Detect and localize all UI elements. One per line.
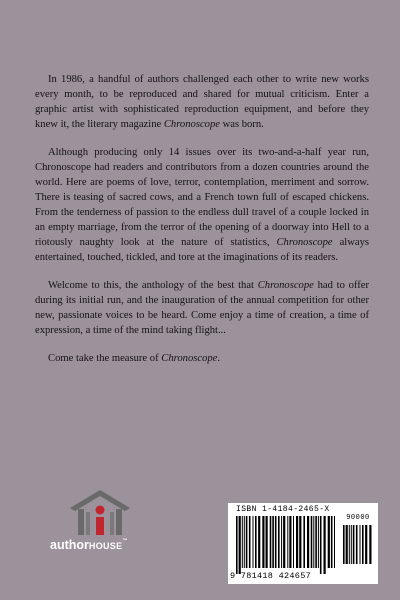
price-addon-digits: 90000	[346, 514, 370, 522]
barcode-bar	[278, 516, 280, 568]
barcode-bar	[283, 516, 285, 568]
barcode-bar	[266, 516, 268, 568]
ean-barcode-bars	[234, 516, 338, 574]
isbn-barcode	[228, 503, 378, 584]
addon-barcode-bars	[341, 525, 375, 570]
back-cover-blurb	[35, 72, 369, 379]
barcode-bar	[315, 516, 317, 568]
barcode-bar	[281, 516, 282, 568]
blurb-paragraph-4: Come take the measure of Chronoscope.	[48, 353, 221, 364]
blurb-paragraph-1: In 1986, a handful of authors challenged each other to write new works every month, to be reproduced and shared for mutual criticism. Enter a graphic artist with sophisticated reproduction equipment, and before they knew it, the literary magazine Chronoscope was born.	[35, 74, 369, 130]
publisher-wordmark: authorHOUSE™	[50, 538, 128, 552]
barcode-bar	[311, 516, 313, 568]
barcode-bar	[351, 525, 352, 564]
barcode-bar	[253, 516, 254, 568]
magazine-title: Chronoscope	[163, 119, 220, 130]
barcode-bar	[346, 525, 348, 564]
isbn-label: ISBN 1-4184-2465-X	[236, 505, 330, 514]
barcode-bar	[353, 525, 355, 564]
barcode-bar	[242, 516, 243, 568]
barcode-bar	[356, 525, 358, 564]
barcode-bar	[313, 516, 314, 568]
barcode-bar	[272, 516, 274, 568]
barcode-bar	[365, 525, 367, 564]
barcode-bar	[328, 516, 330, 568]
barcode-bar	[293, 516, 294, 568]
barcode-bar	[289, 516, 291, 568]
publisher-logo	[50, 488, 150, 560]
barcode-bar	[369, 525, 371, 564]
barcode-bar	[236, 516, 238, 574]
barcode-bar	[249, 516, 251, 568]
blurb-paragraph-3: Welcome to this, the anthology of the best that Chronoscope had to offer during its initial run, and the inauguration of the annual competition for other new, passionate voices to be heard. Come enjoy a time of creation, a time of expression, a time of the mind taking flight...	[35, 280, 370, 336]
house-with-figure-icon	[67, 488, 133, 538]
blurb-paragraph-2: Although producing only 14 issues over its two-and-a-half year run, Chronoscope had readers and contributors from a dozen countries around the world. Here are poems of love, terror, contemplation, merriment and sorrow. There is teasing of sacred cows, and a French town full of escaped chickens. From the tenderness of passion to the endless dull travel of a couple locked in an empty marriage, from the terror of the opening of a doorway into Hell to a riotously naughty look at the nature of statistics, Chronoscope always entertained, touched, tickled, and tore at the imaginations of its readers.	[35, 147, 369, 263]
barcode-bar	[296, 516, 298, 568]
barcode-bar	[324, 516, 326, 574]
barcode-bar	[244, 516, 245, 568]
barcode-bar	[320, 516, 322, 574]
magazine-title: Chronoscope	[257, 280, 314, 291]
barcode-bar	[270, 516, 272, 568]
magazine-title: Chronoscope	[161, 353, 218, 364]
barcode-bar	[362, 525, 364, 564]
barcode-bar	[287, 516, 288, 568]
barcode-bar	[307, 516, 309, 568]
barcode-bar	[318, 516, 319, 568]
barcode-bar	[360, 525, 361, 564]
barcode-bar	[343, 525, 345, 564]
barcode-bar	[239, 516, 241, 574]
barcode-bar	[299, 516, 301, 568]
barcode-bar	[349, 525, 350, 564]
barcode-bar	[303, 516, 305, 568]
barcode-bar	[275, 516, 277, 568]
barcode-bar	[255, 516, 257, 568]
magazine-title: Chronoscope	[276, 237, 333, 248]
barcode-bar	[258, 516, 260, 568]
barcode-bar	[334, 516, 335, 568]
ean-digits: 9 781418 424657	[230, 571, 312, 581]
barcode-bar	[262, 516, 264, 568]
barcode-bar	[246, 516, 248, 568]
barcode-bar	[331, 516, 333, 568]
